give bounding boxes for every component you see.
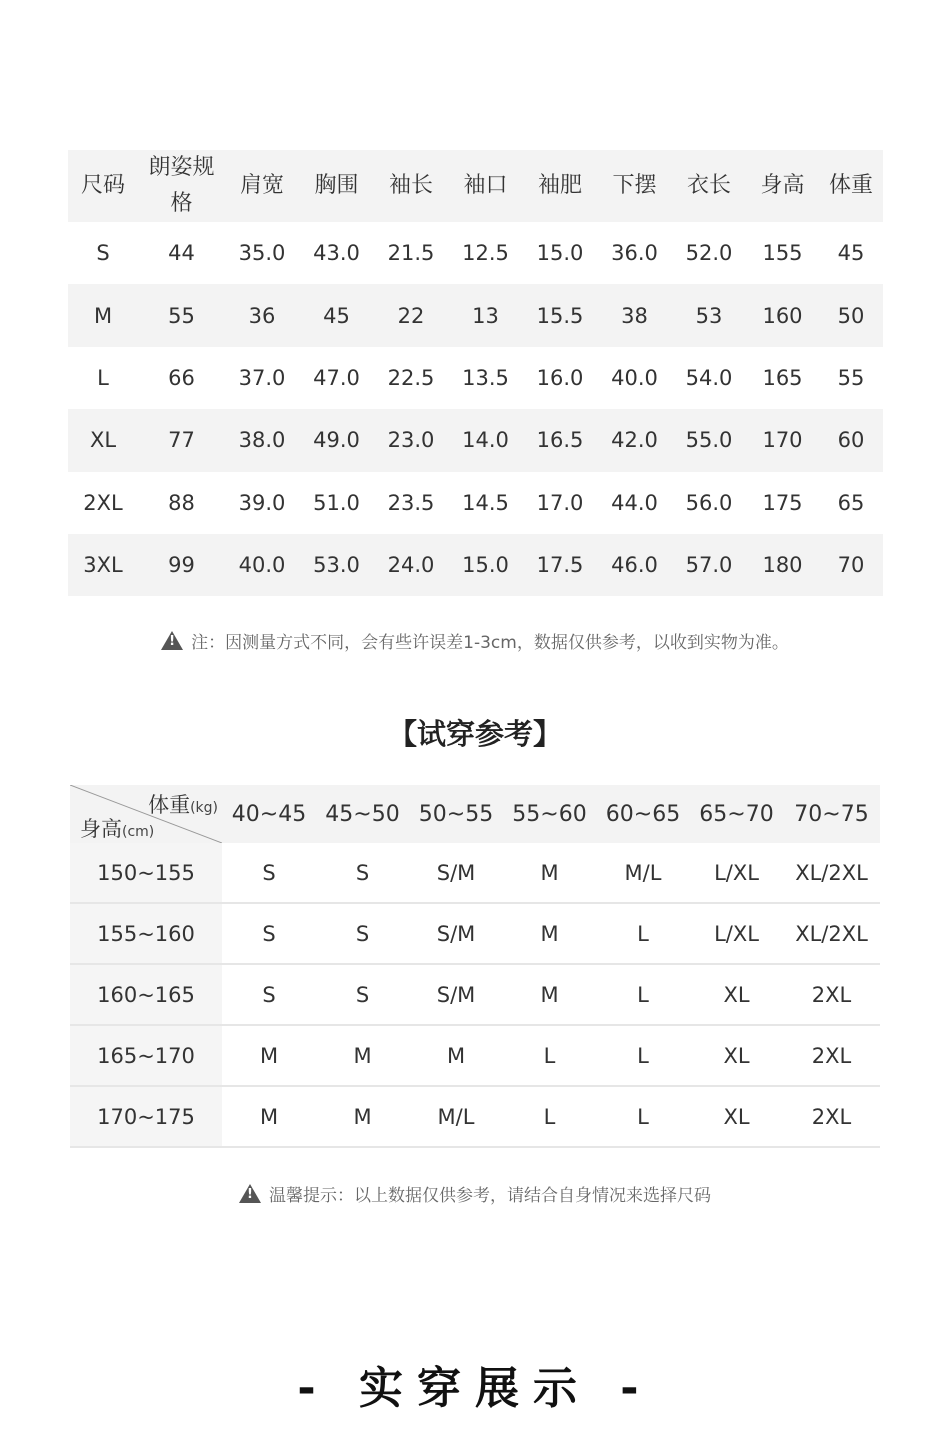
fit-reference-body bbox=[70, 843, 880, 1147]
fit-size-cell: L/XL bbox=[690, 843, 783, 903]
size-cell: 42.0 bbox=[597, 409, 672, 471]
fit-size-cell: S/M bbox=[409, 843, 503, 903]
size-cell: 15.0 bbox=[448, 534, 523, 596]
size-cell: XL bbox=[68, 409, 138, 471]
size-cell: 51.0 bbox=[313, 490, 360, 515]
weight-range-header: 40~45 bbox=[222, 785, 316, 843]
size-cell: 155 bbox=[762, 241, 803, 266]
size-cell: 45 bbox=[837, 241, 865, 266]
size-cell: 17.5 bbox=[523, 534, 597, 596]
weight-range-header: 45~50 bbox=[316, 785, 409, 843]
size-row bbox=[68, 409, 883, 471]
header-hem: 下摆 bbox=[597, 150, 672, 222]
fit-size-cell: M bbox=[222, 1086, 316, 1147]
fit-size-cell: S bbox=[316, 903, 409, 964]
size-cell: 55 bbox=[837, 365, 865, 390]
size-cell: 65 bbox=[837, 490, 865, 515]
fit-reference-title: 【试穿参考】 bbox=[387, 717, 562, 751]
size-cell: 12.5 bbox=[462, 241, 509, 266]
size-cell: 15.5 bbox=[523, 284, 597, 346]
fit-size-cell: M bbox=[316, 1025, 409, 1086]
size-cell: 49.0 bbox=[299, 409, 374, 471]
size-cell: 24.0 bbox=[374, 534, 448, 596]
fit-size-cell: XL bbox=[690, 1086, 783, 1147]
size-cell: 35.0 bbox=[238, 241, 286, 266]
header-length: 衣长 bbox=[672, 150, 746, 222]
size-cell: 39.0 bbox=[238, 490, 286, 515]
size-cell: 13.5 bbox=[462, 365, 509, 390]
fit-size-cell: M bbox=[503, 903, 596, 964]
gallery-section-title: - 实穿展示 - bbox=[297, 1363, 653, 1414]
fit-row bbox=[70, 1086, 880, 1147]
size-cell: 56.0 bbox=[685, 490, 733, 515]
corner-height-unit: (cm) bbox=[122, 824, 155, 840]
corner-weight-group bbox=[148, 789, 218, 819]
fit-corner-cell bbox=[70, 785, 222, 843]
header-weight: 体重 bbox=[819, 150, 883, 222]
fit-size-cell: M bbox=[409, 1025, 503, 1086]
height-range-cell: 165~170 bbox=[70, 1025, 222, 1086]
fit-size-cell: L bbox=[596, 903, 690, 964]
size-cell: 17.0 bbox=[536, 490, 584, 515]
fit-size-cell: XL bbox=[690, 1025, 783, 1086]
fit-header-row bbox=[70, 785, 880, 843]
header-size: 尺码 bbox=[68, 150, 138, 222]
fit-size-cell: L bbox=[596, 1025, 690, 1086]
fit-size-cell: S bbox=[316, 843, 409, 903]
size-cell: 52.0 bbox=[685, 241, 733, 266]
header-sleeve-length: 袖长 bbox=[374, 150, 448, 222]
size-row bbox=[68, 222, 883, 284]
header-shoulder: 肩宽 bbox=[225, 150, 299, 222]
fit-size-cell: S/M bbox=[409, 903, 503, 964]
size-cell: 38.0 bbox=[225, 409, 299, 471]
size-row bbox=[68, 284, 883, 346]
size-cell: 3XL bbox=[68, 534, 138, 596]
size-cell: L bbox=[97, 365, 109, 390]
fit-size-cell: M bbox=[316, 1086, 409, 1147]
fit-size-cell: XL bbox=[690, 964, 783, 1025]
header-height: 身高 bbox=[746, 150, 819, 222]
size-cell: 22 bbox=[374, 284, 448, 346]
size-cell: 43.0 bbox=[313, 241, 360, 266]
size-cell: 40.0 bbox=[611, 365, 658, 390]
fit-size-cell: M bbox=[503, 964, 596, 1025]
corner-height-label: 身高 bbox=[80, 817, 122, 841]
size-row bbox=[68, 347, 883, 409]
fit-row bbox=[70, 903, 880, 964]
size-cell: 36 bbox=[225, 284, 299, 346]
size-cell: 54.0 bbox=[685, 365, 733, 390]
size-cell: S bbox=[96, 241, 110, 266]
size-row bbox=[68, 534, 883, 596]
size-cell: 180 bbox=[746, 534, 819, 596]
size-cell: 99 bbox=[138, 534, 225, 596]
size-cell: 16.5 bbox=[523, 409, 597, 471]
weight-range-header: 70~75 bbox=[783, 785, 880, 843]
size-cell: 55 bbox=[138, 284, 225, 346]
size-cell: 16.0 bbox=[536, 365, 584, 390]
fit-note-text: 温馨提示：以上数据仅供参考，请结合自身情况来选择尺码 bbox=[269, 1186, 711, 1206]
size-note bbox=[0, 628, 950, 653]
fit-size-cell: L bbox=[596, 964, 690, 1025]
height-range-cell: 155~160 bbox=[70, 903, 222, 964]
fit-corner bbox=[70, 785, 222, 843]
size-cell: 2XL bbox=[83, 490, 123, 515]
size-note-text: 注：因测量方式不同，会有些许误差1-3cm，数据仅供参考，以收到实物为准。 bbox=[191, 633, 789, 653]
size-cell: 37.0 bbox=[238, 365, 286, 390]
header-cuff: 袖口 bbox=[448, 150, 523, 222]
fit-size-cell: 2XL bbox=[783, 1086, 880, 1147]
size-cell: 47.0 bbox=[313, 365, 360, 390]
size-cell: 160 bbox=[746, 284, 819, 346]
height-range-cell: 160~165 bbox=[70, 964, 222, 1025]
fit-size-cell: XL/2XL bbox=[783, 903, 880, 964]
size-cell: 23.5 bbox=[387, 490, 435, 515]
size-cell: 66 bbox=[168, 365, 195, 390]
size-chart-header-row bbox=[68, 150, 883, 222]
fit-size-cell: L/XL bbox=[690, 903, 783, 964]
size-cell: 40.0 bbox=[225, 534, 299, 596]
size-cell: 77 bbox=[138, 409, 225, 471]
header-spec bbox=[138, 150, 225, 222]
fit-size-cell: M bbox=[222, 1025, 316, 1086]
height-range-cell: 150~155 bbox=[70, 843, 222, 903]
fit-reference-table bbox=[70, 785, 880, 1148]
warning-icon bbox=[239, 1184, 261, 1203]
fit-size-cell: S/M bbox=[409, 964, 503, 1025]
size-cell: 15.0 bbox=[536, 241, 584, 266]
size-cell: 23.0 bbox=[374, 409, 448, 471]
fit-size-cell: S bbox=[222, 843, 316, 903]
size-cell: 175 bbox=[762, 490, 803, 515]
size-cell: 70 bbox=[819, 534, 883, 596]
header-spec-label: 朗姿规格 bbox=[148, 155, 215, 216]
size-cell: 57.0 bbox=[672, 534, 746, 596]
size-cell: 53 bbox=[672, 284, 746, 346]
fit-row bbox=[70, 843, 880, 903]
warning-icon bbox=[161, 631, 183, 650]
size-cell: 36.0 bbox=[611, 241, 658, 266]
weight-range-header: 65~70 bbox=[690, 785, 783, 843]
fit-size-cell: M/L bbox=[596, 843, 690, 903]
size-cell: 14.0 bbox=[448, 409, 523, 471]
size-cell: 55.0 bbox=[672, 409, 746, 471]
size-cell: 44.0 bbox=[611, 490, 658, 515]
size-cell: 44 bbox=[168, 241, 195, 266]
size-cell: 165 bbox=[762, 365, 803, 390]
fit-size-cell: M/L bbox=[409, 1086, 503, 1147]
fit-size-cell: L bbox=[503, 1086, 596, 1147]
corner-weight-unit: (kg) bbox=[190, 800, 218, 816]
fit-size-cell: 2XL bbox=[783, 964, 880, 1025]
fit-row bbox=[70, 1025, 880, 1086]
size-cell: 170 bbox=[746, 409, 819, 471]
fit-row bbox=[70, 964, 880, 1025]
size-cell: 53.0 bbox=[299, 534, 374, 596]
fit-size-cell: L bbox=[596, 1086, 690, 1147]
size-cell: 50 bbox=[819, 284, 883, 346]
fit-size-cell: S bbox=[316, 964, 409, 1025]
fit-size-cell: M bbox=[503, 843, 596, 903]
fit-size-cell: XL/2XL bbox=[783, 843, 880, 903]
fit-size-cell: 2XL bbox=[783, 1025, 880, 1086]
size-cell: 45 bbox=[299, 284, 374, 346]
fit-note bbox=[0, 1181, 950, 1206]
weight-range-header: 50~55 bbox=[409, 785, 503, 843]
fit-size-cell: S bbox=[222, 964, 316, 1025]
size-chart-table bbox=[68, 150, 883, 596]
size-row bbox=[68, 472, 883, 534]
size-cell: 21.5 bbox=[387, 241, 435, 266]
fit-size-cell: S bbox=[222, 903, 316, 964]
size-cell: 46.0 bbox=[597, 534, 672, 596]
size-cell: 22.5 bbox=[387, 365, 435, 390]
size-cell: M bbox=[68, 284, 138, 346]
size-chart-body bbox=[68, 222, 883, 596]
weight-range-header: 60~65 bbox=[596, 785, 690, 843]
corner-height-group bbox=[80, 813, 154, 843]
fit-size-cell: L bbox=[503, 1025, 596, 1086]
size-cell: 38 bbox=[597, 284, 672, 346]
size-cell: 13 bbox=[448, 284, 523, 346]
header-chest: 胸围 bbox=[299, 150, 374, 222]
size-cell: 14.5 bbox=[462, 490, 509, 515]
header-sleeve-width: 袖肥 bbox=[523, 150, 597, 222]
height-range-cell: 170~175 bbox=[70, 1086, 222, 1147]
size-cell: 60 bbox=[819, 409, 883, 471]
size-cell: 88 bbox=[168, 490, 195, 515]
corner-weight-label: 体重 bbox=[148, 793, 191, 817]
weight-range-header: 55~60 bbox=[503, 785, 596, 843]
